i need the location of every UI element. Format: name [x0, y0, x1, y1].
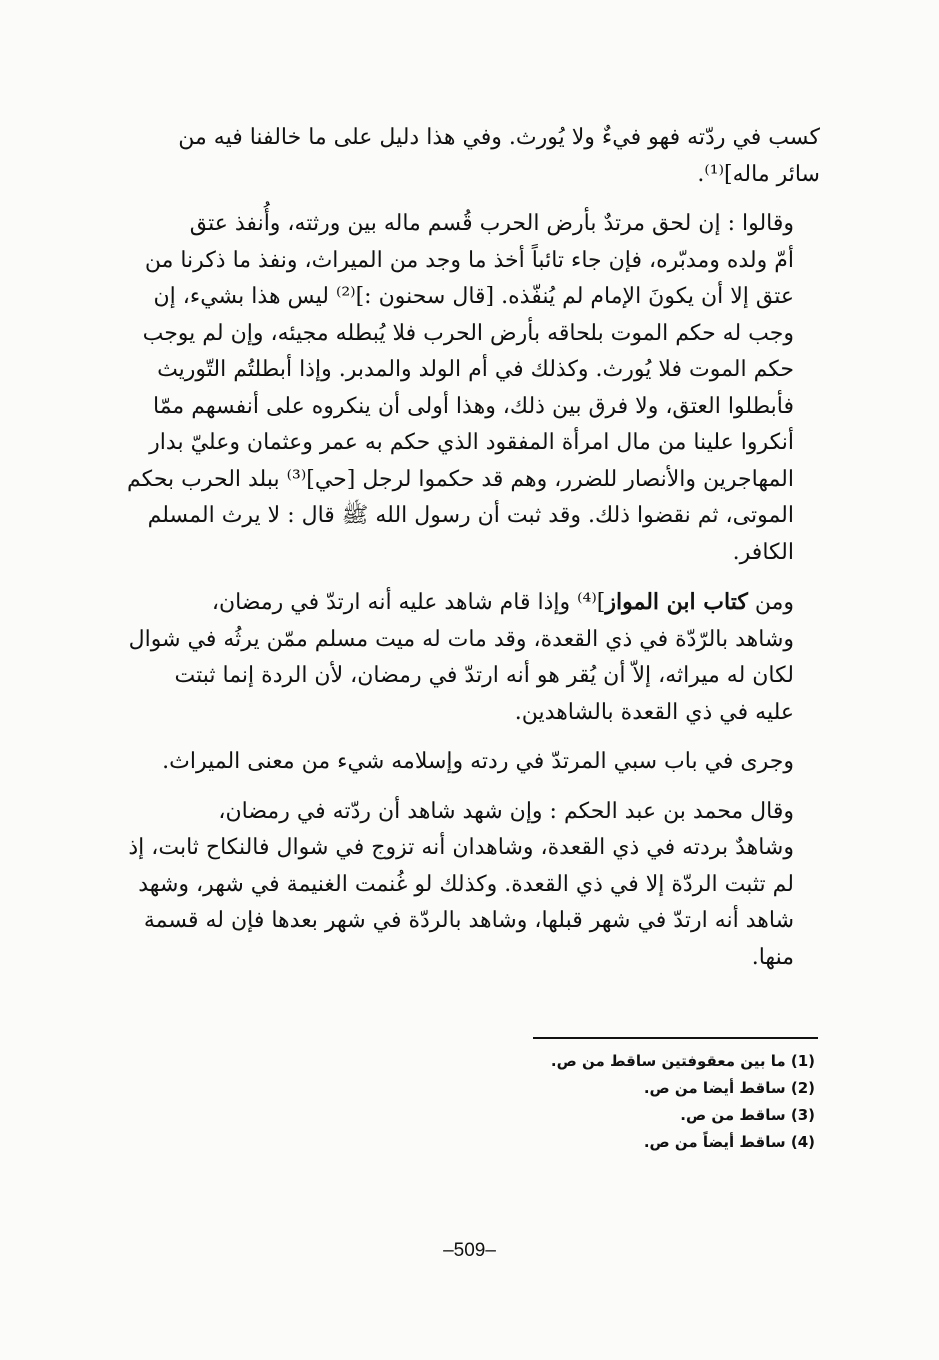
text-line: لم تثبت الردّة إلا في ذي القعدة. وكذلك لو غُنمت الغنيمة في شهر، وشهد	[138, 871, 794, 897]
paragraph-4	[150, 744, 820, 781]
footnotes	[470, 1048, 815, 1156]
paragraph-2	[127, 206, 820, 571]
text-line: وجب له حكم الموت بلحاقه بأرض الحرب فلا يُبطله مجيئه، وإن لم يوجب	[142, 320, 794, 346]
footnote-1: (1) ما بين معقوفتين ساقط من ص.	[550, 1052, 815, 1070]
text-line: حكم الموت فلا يُورث. وكذلك في أم الولد والمدبر. وإذا أبطلتُم التّوريث	[157, 357, 794, 382]
paragraph-3	[128, 584, 820, 731]
text-line: كسب في ردّته فهو فيءٌ ولا يُورث. وفي هذا دليل على ما خالفنا فيه من	[178, 125, 820, 150]
book-title-bold: كتاب ابن المواز	[605, 589, 748, 615]
text-line: أنكروا علينا من مال امرأة المفقود الذي حكم به عمر وعثمان وعليّ بدار	[149, 430, 794, 455]
text-line: الموتى، ثم نقضوا ذلك. وقد ثبت أن رسول الله ﷺ قال : لا يرث المسلم	[147, 503, 794, 528]
page-number: –509–	[443, 1240, 496, 1261]
text-line: شاهد أنه ارتدّ في شهر قبلها، وشاهد بالردّة في شهر بعدها فإن له قسمة	[143, 908, 794, 933]
text-line-with-bold-title	[150, 584, 820, 622]
text-line: سائر ماله]⁽¹⁾.	[697, 161, 820, 187]
text-line: أمّ ولده ومدبّره، فإن جاء تائباً أخذ ما وجد من الميراث، ونفذ ما ذكرنا من	[144, 247, 794, 273]
footnote-3: (3) ساقط من ص.	[680, 1106, 815, 1124]
text-line: وشاهد بالرّدّة في ذي القعدة، وقد مات له ميت مسلم ممّن يرثُه في شوال	[128, 626, 794, 652]
text-line: المهاجرين والأنصار للضرر، وهم قد حكموا لرجل [حي]⁽³⁾ ببلد الحرب بحكم	[127, 466, 794, 492]
paragraph-lead-text: ومن	[747, 590, 794, 615]
main-text	[127, 120, 820, 989]
text-line: منها.	[751, 944, 794, 970]
text-line: وقالوا : إن لحق مرتدٌ بأرض الحرب قُسم ماله بين ورثته، وأُنفذ عتق	[189, 211, 794, 236]
text-line: عليه في ذي القعدة بالشاهدين.	[514, 699, 794, 725]
text-line: وجرى في باب سبي المرتدّ في ردته وإسلامه شيء من معنى الميراث.	[162, 749, 794, 774]
text-line: عتق إلا أن يكونَ الإمام لم يُنفّذه. [قال سحنون :]⁽²⁾ ليس هذا بشيء، إن	[153, 284, 794, 309]
text-line: لكان له ميراثه، إلاّ أن يُقر هو أنه ارتدّ في رمضان، لأن الردة إنما ثبتت	[174, 663, 794, 688]
text-line: الكافر.	[732, 539, 794, 565]
text-line: فأبطلوا العتق، ولا فرق بين ذلك، وهذا أولى أن ينكروه على أنفسهم ممّا	[153, 393, 794, 419]
paragraph-5	[128, 794, 820, 977]
paragraph-lead-rest: ]⁽⁴⁾ وإذا قام شاهد عليه أنه ارتدّ في رمضان،	[211, 590, 606, 615]
footnote-4: (4) ساقط أيضاً من ص.	[643, 1133, 815, 1151]
footnote-divider	[533, 1037, 818, 1039]
text-line: وشاهدٌ بردته في ذي القعدة، وشاهدان أنه تزوج في شوال فالنكاح ثابت، إذ	[128, 835, 794, 860]
paragraph-1	[150, 120, 820, 193]
footnote-2: (2) ساقط أيضا من ص.	[643, 1079, 815, 1097]
text-line: وقال محمد بن عبد الحكم : وإن شهد شاهد أن ردّته في رمضان،	[218, 798, 794, 824]
